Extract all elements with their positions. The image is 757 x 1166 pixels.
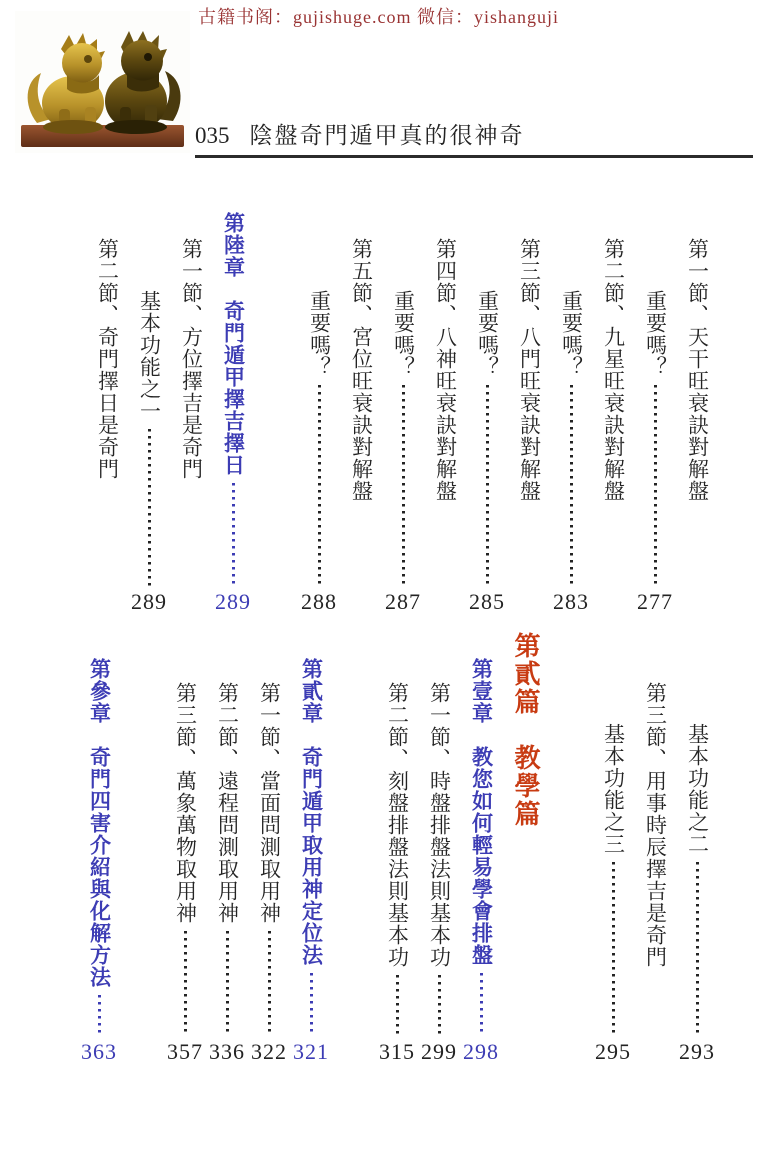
- toc-entry-text: 第二節、奇門擇日是奇門: [95, 238, 120, 480]
- toc-entry-subtitle-column: [550, 212, 592, 613]
- toc-chapter-entry: [460, 632, 502, 1063]
- page-number: 277: [637, 589, 673, 614]
- toc-entry-title-column: [508, 212, 550, 613]
- toc-entry-text: 第三節、用事時辰擇吉是奇門: [643, 682, 668, 968]
- toc-section-top: [78, 212, 718, 613]
- page-number: 299: [421, 1039, 457, 1064]
- toc-entry-title-column: [592, 212, 634, 613]
- dotted-leader: [232, 483, 235, 586]
- toc-section-entry: [206, 632, 248, 1063]
- toc-entry-title-column: [164, 632, 206, 1063]
- toc-entry-title-column: [170, 212, 212, 613]
- page-number: 293: [679, 1039, 715, 1064]
- table-of-contents: [78, 212, 718, 1063]
- dotted-leader: [480, 973, 483, 1036]
- dotted-leader: [226, 931, 229, 1036]
- toc-section-bottom: [78, 632, 718, 1063]
- dotted-leader: [184, 931, 187, 1036]
- toc-entry-text: 第一節、方位擇吉是奇門: [179, 238, 204, 480]
- dotted-leader: [486, 385, 489, 586]
- toc-entry-subtitle-column: [128, 212, 170, 613]
- toc-entry-text: 第陸章 奇門遁甲擇吉擇日: [221, 212, 246, 476]
- toc-entry-text: 第四節、八神旺衰訣對解盤: [433, 238, 458, 502]
- toc-entry-title-column: [290, 632, 332, 1063]
- toc-entry-title-column: [86, 212, 128, 613]
- dotted-leader: [268, 931, 271, 1036]
- dotted-leader: [570, 385, 573, 586]
- toc-entry-text: 第二節、遠程問測取用神: [215, 682, 240, 924]
- toc-entry-text: 第一節、當面問測取用神: [257, 682, 282, 924]
- toc-entry-title-column: [78, 632, 120, 1063]
- toc-entry-subtitle-column: [466, 212, 508, 613]
- toc-entry-title-column: [460, 632, 502, 1063]
- toc-entry-text: 第三節、萬象萬物取用神: [173, 682, 198, 924]
- dotted-leader: [696, 862, 699, 1036]
- toc-section-entry: [550, 212, 634, 613]
- toc-entry-title-column: [418, 632, 460, 1063]
- toc-entry-text: 重要嗎？: [643, 290, 668, 378]
- toc-entry-subtitle-column: [676, 632, 718, 1063]
- toc-section-entry: [298, 212, 382, 613]
- page-number-label: 035: [195, 122, 230, 148]
- toc-section-entry: [128, 212, 212, 613]
- dotted-leader: [148, 429, 151, 586]
- dotted-leader: [98, 995, 101, 1036]
- toc-entry-title-column: [676, 212, 718, 613]
- toc-entry-title-column: [212, 212, 254, 613]
- dotted-leader: [318, 385, 321, 586]
- page-number: 283: [553, 589, 589, 614]
- toc-entry-subtitle-column: [592, 632, 634, 1063]
- page-header: [0, 25, 757, 175]
- toc-entry-text: 重要嗎？: [307, 290, 332, 378]
- qilin-statues-photo: [15, 11, 190, 153]
- toc-entry-title-column: [206, 632, 248, 1063]
- toc-section-entry: [248, 632, 290, 1063]
- toc-entry-text: 第參章 奇門四害介紹與化解方法: [87, 658, 112, 988]
- page-number: 322: [251, 1039, 287, 1064]
- toc-section-entry: [382, 212, 466, 613]
- toc-entry-text: 第二節、九星旺衰訣對解盤: [601, 238, 626, 502]
- toc-entry-text: 重要嗎？: [559, 290, 584, 378]
- toc-entry-text: 重要嗎？: [391, 290, 416, 378]
- toc-entry-title-column: [634, 632, 676, 1063]
- toc-continuation-entry: [676, 632, 718, 1063]
- toc-entry-text: 第二節、刻盤排盤法則基本功: [385, 682, 410, 968]
- dotted-leader: [612, 862, 615, 1036]
- book-title: 陰盤奇門遁甲真的很神奇: [249, 122, 525, 148]
- toc-section-entry: [592, 632, 676, 1063]
- dotted-leader: [402, 385, 405, 586]
- toc-section-entry: [86, 212, 128, 613]
- toc-part-entry: [502, 632, 548, 1063]
- dotted-leader: [654, 385, 657, 586]
- toc-entry-title-column: [248, 632, 290, 1063]
- toc-entry-title-column: [424, 212, 466, 613]
- toc-entry-text: 第五節、宮位旺衰訣對解盤: [349, 238, 374, 502]
- toc-entry-text: 第三節、八門旺衰訣對解盤: [517, 238, 542, 502]
- page-number: 289: [215, 589, 251, 614]
- toc-entry-text: 第貳章 奇門遁甲取用神定位法: [299, 658, 324, 966]
- page-number: 287: [385, 589, 421, 614]
- toc-entry-text: 第貳篇 教學篇: [511, 632, 540, 828]
- toc-chapter-entry: [290, 632, 332, 1063]
- toc-entry-subtitle-column: [634, 212, 676, 613]
- toc-section-entry: [466, 212, 550, 613]
- toc-entry-text: 第壹章 教您如何輕易學會排盤: [469, 658, 494, 966]
- toc-section-entry: [376, 632, 418, 1063]
- page-number: 285: [469, 589, 505, 614]
- toc-chapter-entry: [212, 212, 254, 613]
- toc-section-entry: [418, 632, 460, 1063]
- toc-section-entry: [634, 212, 718, 613]
- page-number: 363: [81, 1039, 117, 1064]
- toc-entry-text: 重要嗎？: [475, 290, 500, 378]
- toc-entry-subtitle-column: [298, 212, 340, 613]
- watermark-text: 古籍书阁：gujishuge.com 微信：yishanguji: [198, 7, 559, 27]
- toc-entry-title-column: [376, 632, 418, 1063]
- page-number: 336: [209, 1039, 245, 1064]
- page-number: 289: [131, 589, 167, 614]
- toc-chapter-entry: [78, 632, 120, 1063]
- page-number: 357: [167, 1039, 203, 1064]
- toc-section-entry: [164, 632, 206, 1063]
- toc-entry-text: 基本功能之一: [137, 290, 162, 422]
- toc-entry-title-column: [340, 212, 382, 613]
- dotted-leader: [310, 973, 313, 1036]
- toc-entry-text: 第一節、天干旺衰訣對解盤: [685, 238, 710, 502]
- header-rule: [195, 155, 753, 158]
- dotted-leader: [396, 975, 399, 1036]
- toc-entry-subtitle-column: [382, 212, 424, 613]
- toc-entry-title-column: [502, 632, 548, 1063]
- toc-entry-text: 基本功能之二: [685, 723, 710, 855]
- page-number: 321: [293, 1039, 329, 1064]
- dotted-leader: [438, 975, 441, 1036]
- page-number: 315: [379, 1039, 415, 1064]
- toc-entry-text: 基本功能之三: [601, 723, 626, 855]
- toc-entry-text: 第一節、時盤排盤法則基本功: [427, 682, 452, 968]
- page-number: 295: [595, 1039, 631, 1064]
- page-number: 298: [463, 1039, 499, 1064]
- page-number: 288: [301, 589, 337, 614]
